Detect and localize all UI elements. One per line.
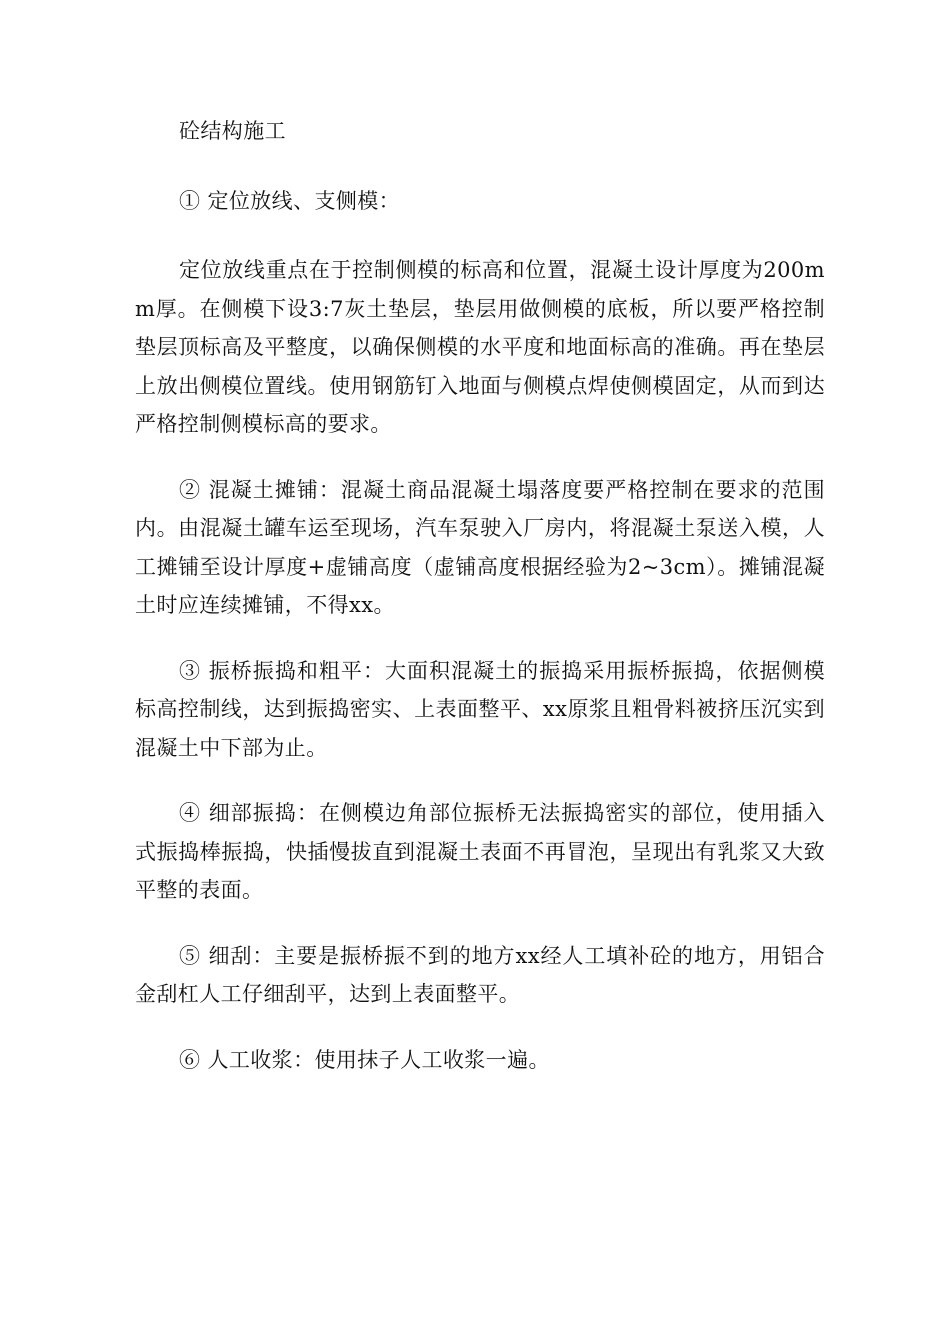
step-2-paragraph: ② 混凝土摊铺：混凝土商品混凝土塌落度要严格控制在要求的范围内。由混凝土罐车运至现场，汽车泵驶入厂房内，将混凝土泵送入模，人工摊铺至设计厚度+虚铺高度（虚铺高度根据经验为2~3cm）。摊铺混凝土时应连续摊铺，不得xx。 bbox=[135, 477, 825, 617]
section-heading: 砼结构施工 bbox=[179, 119, 286, 143]
step-4-paragraph: ④ 细部振捣：在侧模边角部位振桥无法振捣密实的部位，使用插入式振捣棒振捣，快插慢拔直到混凝土表面不再冒泡，呈现出有乳浆又大致平整的表面。 bbox=[135, 801, 825, 902]
step-6-paragraph: ⑥ 人工收浆：使用抹子人工收浆一遍。 bbox=[179, 1047, 550, 1072]
step-1-body: 定位放线重点在于控制侧模的标高和位置，混凝土设计厚度为200mm厚。在侧模下设3:7灰土垫层，垫层用做侧模的底板，所以要严格控制垫层顶标高及平整度，以确保侧模的水平度和地面标高的准确。再在垫层上放出侧模位置线。使用钢筋钉入地面与侧模点焊使侧模固定，从而到达严格控制侧模标高的要求。 bbox=[135, 258, 825, 436]
document-body bbox=[135, 112, 825, 1106]
step-1-title: ① 定位放线、支侧模： bbox=[179, 188, 401, 213]
step-5-paragraph: ⑤ 细刮：主要是振桥振不到的地方xx经人工填补砼的地方，用铝合金刮杠人工仔细刮平，达到上表面整平。 bbox=[135, 943, 825, 1006]
step-3-paragraph: ③ 振桥振捣和粗平：大面积混凝土的振捣采用振桥振捣，依据侧模标高控制线，达到振捣密实、上表面整平、xx原浆且粗骨料被挤压沉实到混凝土中下部为止。 bbox=[135, 658, 825, 760]
